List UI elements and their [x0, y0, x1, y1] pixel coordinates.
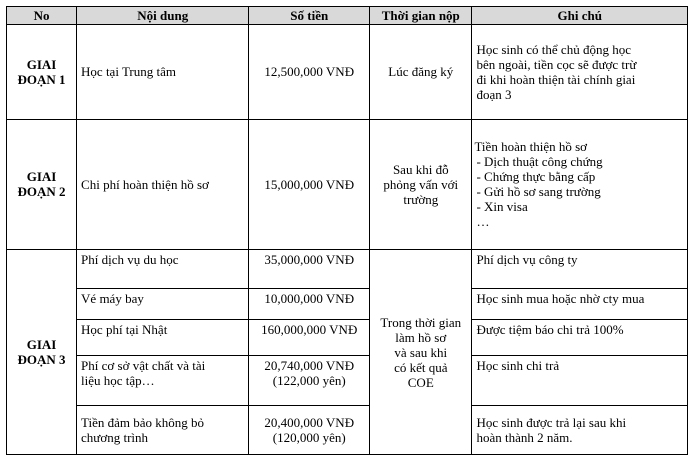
- phase-3-time-line: có kết quả: [394, 359, 448, 375]
- phase-3-time-line: và sau khi: [394, 344, 448, 360]
- list-item: - Gửi hồ sơ sang trường: [476, 184, 601, 200]
- phase-3-content-line: Phí cơ sở vật chất và tài: [81, 358, 206, 374]
- phase-1-label-line2: ĐOẠN 1: [17, 71, 66, 87]
- phase-3-time: [370, 250, 472, 455]
- phase-2-content: Chi phí hoàn thiện hồ sơ: [77, 119, 249, 250]
- phase-3-label-line1: GIAI: [26, 337, 57, 353]
- header-note: Ghi chú: [472, 7, 688, 25]
- phase-3-label: [7, 250, 77, 455]
- phase-3-content-line: liệu học tập…: [81, 373, 155, 389]
- list-item: - Chứng thực bằng cấp: [476, 169, 596, 185]
- phase-3-amount-line: (120,000 yên): [272, 429, 346, 445]
- table-row-phase-3-4: [7, 356, 688, 405]
- phase-2-label-line2: ĐOẠN 2: [17, 184, 66, 200]
- list-item: - Xin visa: [476, 199, 528, 215]
- phase-3-content-line: chương trình: [81, 429, 149, 445]
- phase-3-amount: 35,000,000 VNĐ: [249, 250, 370, 289]
- phase-3-note-line: Học sinh được trả lại sau khi: [476, 414, 627, 430]
- phase-2-note: [472, 119, 688, 250]
- phase-2-time-line: trường: [403, 191, 439, 207]
- table-row-phase-2: [7, 119, 688, 250]
- phase-1-amount: 12,500,000 VNĐ: [249, 25, 370, 120]
- phase-3-note-line: hoàn thành 2 năm.: [476, 429, 573, 445]
- phase-3-content-line: Tiền đảm bảo không bỏ: [81, 414, 205, 430]
- list-item: …: [476, 214, 490, 230]
- fee-table: [6, 6, 688, 455]
- phase-3-content: Học phí tại Nhật: [77, 320, 249, 356]
- phase-1-label-line1: GIAI: [26, 56, 57, 72]
- phase-3-amount: 160,000,000 VNĐ: [249, 320, 370, 356]
- phase-3-content: Vé máy bay: [77, 289, 249, 320]
- phase-3-content: Phí dịch vụ du học: [77, 250, 249, 289]
- phase-2-time: [370, 119, 472, 250]
- table-row-phase-1: [7, 25, 688, 120]
- phase-3-amount: [249, 405, 370, 454]
- header-content: Nội dung: [77, 7, 249, 25]
- phase-2-note-title: Tiền hoàn thiện hồ sơ: [474, 139, 588, 155]
- phase-3-time-line: Trong thời gian: [380, 314, 462, 330]
- phase-2-amount: 15,000,000 VNĐ: [249, 119, 370, 250]
- phase-3-note: Học sinh mua hoặc nhờ cty mua: [472, 289, 688, 320]
- phase-3-amount-line: 20,400,000 VNĐ: [264, 414, 355, 430]
- table-row-phase-3-5: [7, 405, 688, 454]
- phase-3-content: [77, 405, 249, 454]
- phase-2-note-list: [476, 154, 683, 229]
- table-body: [7, 25, 688, 455]
- table-row-phase-3-2: [7, 289, 688, 320]
- phase-3-note: [472, 405, 688, 454]
- phase-3-note: Được tiệm báo chi trả 100%: [472, 320, 688, 356]
- header-time: Thời gian nộp: [370, 7, 472, 25]
- phase-2-label-line1: GIAI: [26, 169, 57, 185]
- phase-1-note-line: Học sinh có thể chủ động học: [476, 41, 631, 57]
- phase-1-label: [7, 25, 77, 120]
- header-no: No: [7, 7, 77, 25]
- phase-1-note-line: bên ngoài, tiền cọc sẽ được trừ: [476, 56, 637, 72]
- list-item: - Dịch thuật công chứng: [476, 154, 603, 170]
- phase-3-note: Phí dịch vụ công ty: [472, 250, 688, 289]
- phase-1-note-line: đoạn 3: [476, 86, 512, 102]
- phase-1-content: Học tại Trung tâm: [77, 25, 249, 120]
- phase-3-amount-line: (122,000 yên): [272, 373, 346, 389]
- table-header: [7, 7, 688, 25]
- header-row: [7, 7, 688, 25]
- phase-3-amount: 10,000,000 VNĐ: [249, 289, 370, 320]
- phase-2-time-line: Sau khi đỗ: [392, 161, 449, 177]
- table-row-phase-3-1: [7, 250, 688, 289]
- phase-3-label-line2: ĐOẠN 3: [17, 352, 66, 368]
- phase-3-amount: [249, 356, 370, 405]
- header-amount: Số tiền: [249, 7, 370, 25]
- phase-3-time-line: COE: [407, 374, 434, 390]
- phase-3-time-line: làm hồ sơ: [395, 329, 447, 345]
- phase-2-time-line: phỏng vấn với: [383, 176, 459, 192]
- phase-3-note: Học sinh chi trả: [472, 356, 688, 405]
- phase-2-label: [7, 119, 77, 250]
- phase-3-amount-line: 20,740,000 VNĐ: [264, 358, 355, 374]
- phase-1-note-line: đi khi hoàn thiện tài chính giai: [476, 71, 636, 87]
- phase-3-content: [77, 356, 249, 405]
- table-row-phase-3-3: [7, 320, 688, 356]
- phase-1-time: Lúc đăng ký: [370, 25, 472, 120]
- phase-1-note: [472, 25, 688, 120]
